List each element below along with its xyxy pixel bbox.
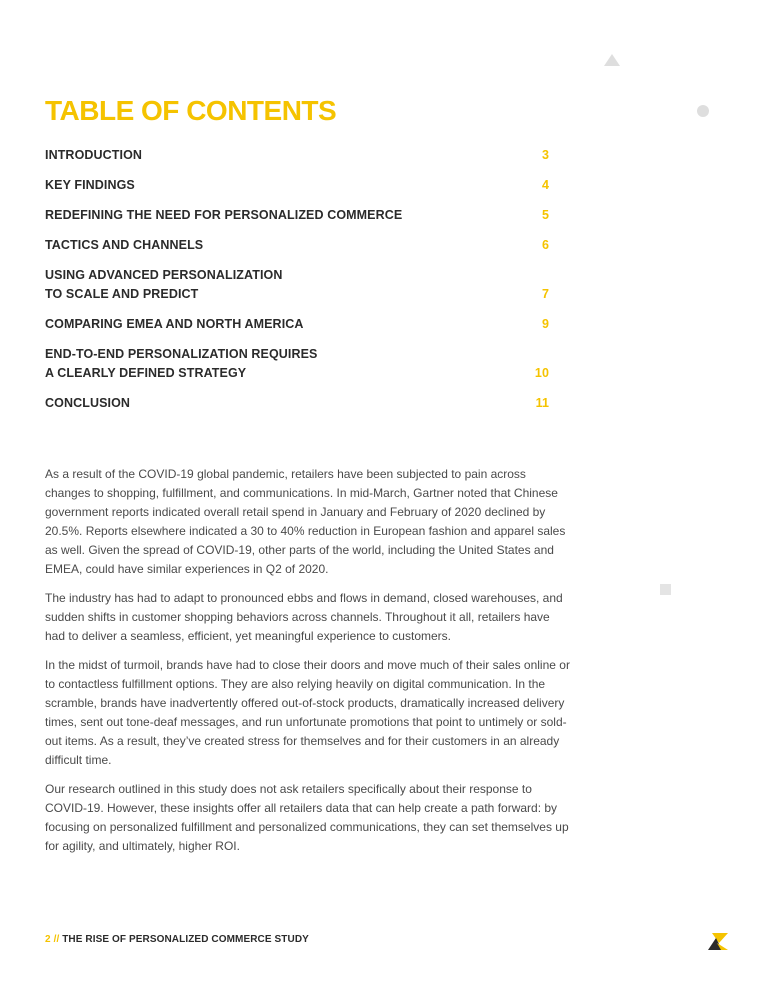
brand-logo-icon xyxy=(708,932,728,950)
toc-entry-label: CONCLUSION xyxy=(45,396,131,410)
toc-entry-introduction[interactable] xyxy=(45,146,555,165)
toc-entry-label: COMPARING EMEA AND NORTH AMERICA xyxy=(45,317,304,331)
toc-entry-tactics[interactable] xyxy=(45,236,555,255)
toc-entry-redefining[interactable] xyxy=(45,206,555,225)
footer-title: THE RISE OF PERSONALIZED COMMERCE STUDY xyxy=(62,934,309,945)
body-paragraph: As a result of the COVID-19 global pandemic, retailers have been subjected to pain across changes to shopping, fulfillment, and communications. In mid-March, Gartner noted that Chinese government reports indicated overall retail spend in January and February of 2020 declined by 20.5%. Reports elsewhere indicated a 30 to 40% reduction in European fashion and apparel sales as well. Given the spread of COVID-19, other parts of the world, including the United States and EMEA, could have similar experiences in Q2 of 2020. xyxy=(45,467,566,576)
toc-entry-end-to-end[interactable] xyxy=(45,345,555,383)
body-paragraph: The industry has had to adapt to pronounced ebbs and flows in demand, closed warehouses, and sudden shifts in customer shopping behaviors across channels. Throughout it all, retailers have had to deliver a seamless, efficient, yet meaningful experience to customers. xyxy=(45,591,563,643)
page-number: 2 xyxy=(45,934,51,945)
toc-title: TABLE OF CONTENTS xyxy=(45,95,337,126)
toc-entry-comparing[interactable] xyxy=(45,315,555,334)
toc-entry-page: 4 xyxy=(541,178,549,192)
toc-entry-page: 3 xyxy=(541,148,549,162)
intro-body xyxy=(45,465,570,866)
toc-entry-page: 5 xyxy=(541,208,549,222)
table-of-contents xyxy=(45,146,555,413)
toc-entry-page: 7 xyxy=(541,287,549,301)
toc-entry-page: 10 xyxy=(534,366,549,380)
toc-entry-label: USING ADVANCED PERSONALIZATION xyxy=(45,268,283,282)
toc-entry-page: 9 xyxy=(541,317,549,331)
toc-entry-page: 11 xyxy=(535,396,549,410)
toc-entry-label: INTRODUCTION xyxy=(45,148,143,162)
body-paragraph: Our research outlined in this study does not ask retailers specifically about their response to COVID-19. However, these insights offer all retailers data that can help create a path forward: by focusing on personalized fulfillment and personalized communications, they can set themselves up for agility, and ultimately, higher ROI. xyxy=(45,782,569,853)
toc-entry-label: REDEFINING THE NEED FOR PERSONALIZED COMMERCE xyxy=(45,208,403,222)
toc-entry-label: END-TO-END PERSONALIZATION REQUIRES xyxy=(45,347,318,361)
toc-entry-label: TO SCALE AND PREDICT xyxy=(45,287,199,301)
toc-entry-key-findings[interactable] xyxy=(45,176,555,195)
body-paragraph: In the midst of turmoil, brands have had to close their doors and move much of their sales online or to contactless fulfillment options. They are also relying heavily on digital communication. In the scramble, brands have inadvertently offered out-of-stock products, dramatically increased delivery times, sent out tone-deaf messages, and run unfortunate promotions that point to untimely or sold-out items. As a result, they’ve created stress for themselves and for their customers in an already difficult time. xyxy=(45,658,570,767)
toc-entry-label: KEY FINDINGS xyxy=(45,178,135,192)
toc-entry-label: TACTICS AND CHANNELS xyxy=(45,238,204,252)
circle-decoration-icon xyxy=(697,105,709,117)
square-decoration-icon xyxy=(660,584,671,595)
toc-entry-conclusion[interactable] xyxy=(45,394,555,413)
toc-entry-label: A CLEARLY DEFINED STRATEGY xyxy=(45,366,247,380)
toc-entry-page: 6 xyxy=(541,238,549,252)
triangle-decoration-icon xyxy=(604,54,620,66)
footer-separator: // xyxy=(53,934,60,945)
toc-entry-advanced-personalization[interactable] xyxy=(45,266,555,304)
page-footer xyxy=(45,934,309,945)
